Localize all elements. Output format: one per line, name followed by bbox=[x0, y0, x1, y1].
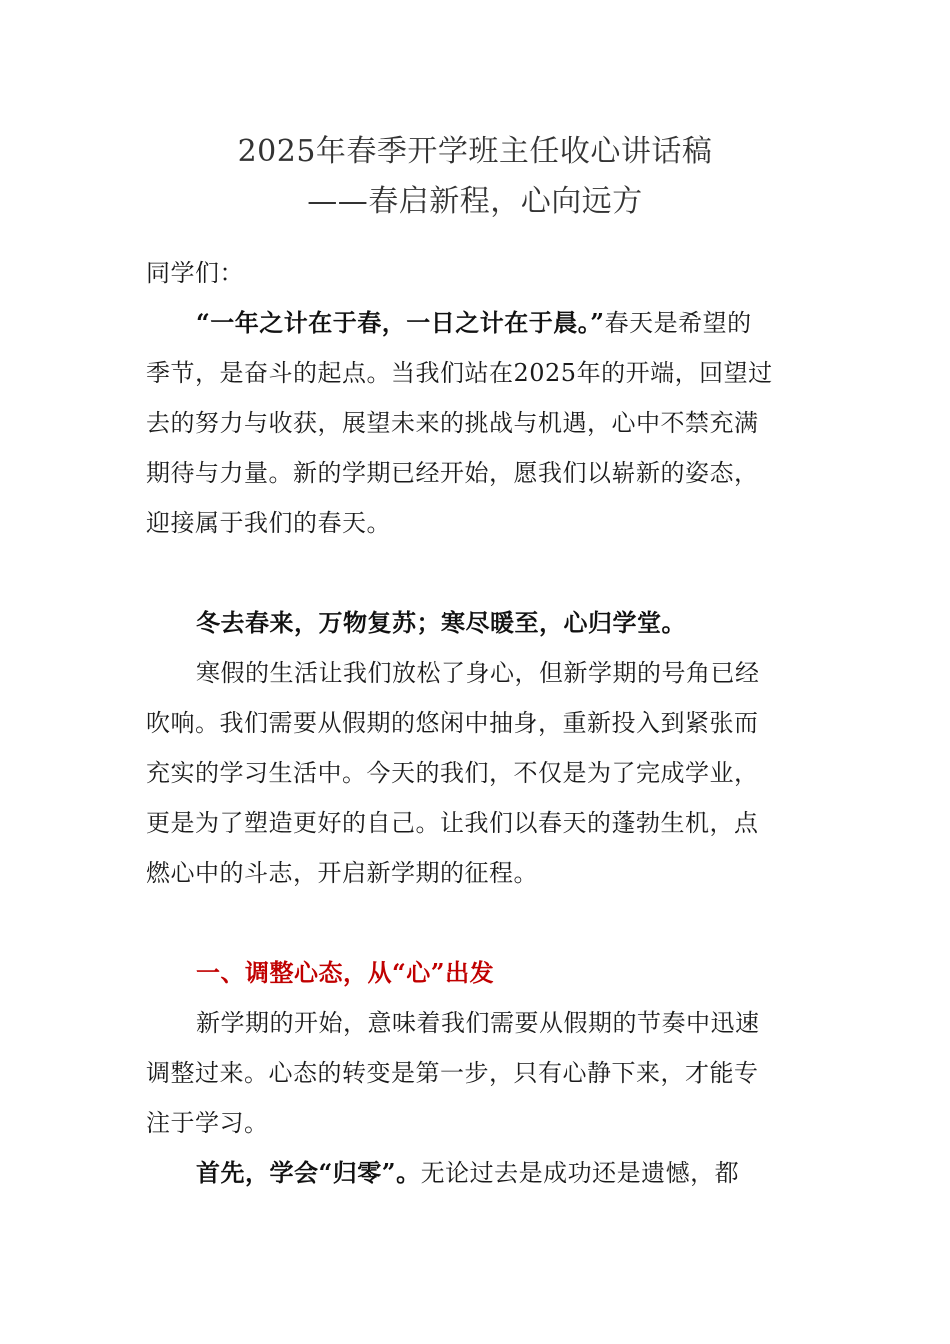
section-heading-1: 一、调整心态，从“心”出发 bbox=[196, 958, 495, 987]
intro-line-5: 迎接属于我们的春天。 bbox=[146, 509, 391, 537]
para3-line-1: 新学期的开始，意味着我们需要从假期的节奏中迅速 bbox=[196, 1009, 760, 1037]
intro-line-4: 期待与力量。新的学期已经开始，愿我们以崭新的姿态， bbox=[146, 459, 759, 487]
intro-line-3: 去的努力与收获，展望未来的挑战与机遇，心中不禁充满 bbox=[146, 409, 759, 437]
intro-line-2: 季节，是奋斗的起点。当我们站在2025年的开端，回望过 bbox=[146, 359, 773, 387]
para4-lead: 首先，学会“归零”。 bbox=[196, 1158, 421, 1187]
greeting: 同学们： bbox=[146, 259, 244, 287]
para2-line-3: 充实的学习生活中。今天的我们，不仅是为了完成学业， bbox=[146, 759, 759, 787]
para3-line-3: 注于学习。 bbox=[146, 1109, 269, 1137]
para4-rest: 无论过去是成功还是遗憾，都 bbox=[420, 1159, 740, 1187]
document-title: 2025年春季开学班主任收心讲话稿 bbox=[237, 134, 713, 169]
intro-line-1 bbox=[196, 306, 810, 340]
para2-line-4: 更是为了塑造更好的自己。让我们以春天的蓬勃生机，点 bbox=[146, 809, 759, 837]
para2-line-1: 寒假的生活让我们放松了身心，但新学期的号角已经 bbox=[196, 659, 760, 687]
para4-line-1 bbox=[196, 1156, 810, 1190]
section-lead: 冬去春来，万物复苏；寒尽暖至，心归学堂。 bbox=[196, 608, 686, 637]
document-subtitle: ——春启新程，心向远方 bbox=[307, 184, 643, 219]
intro-quote: “一年之计在于春，一日之计在于晨。” bbox=[196, 308, 605, 337]
para2-line-5: 燃心中的斗志，开启新学期的征程。 bbox=[146, 859, 538, 887]
intro-line-1-text: 春天是希望的 bbox=[604, 309, 752, 337]
para3-line-2: 调整过来。心态的转变是第一步，只有心静下来，才能专 bbox=[146, 1059, 759, 1087]
para2-line-2: 吹响。我们需要从假期的悠闲中抽身，重新投入到紧张而 bbox=[146, 709, 759, 737]
